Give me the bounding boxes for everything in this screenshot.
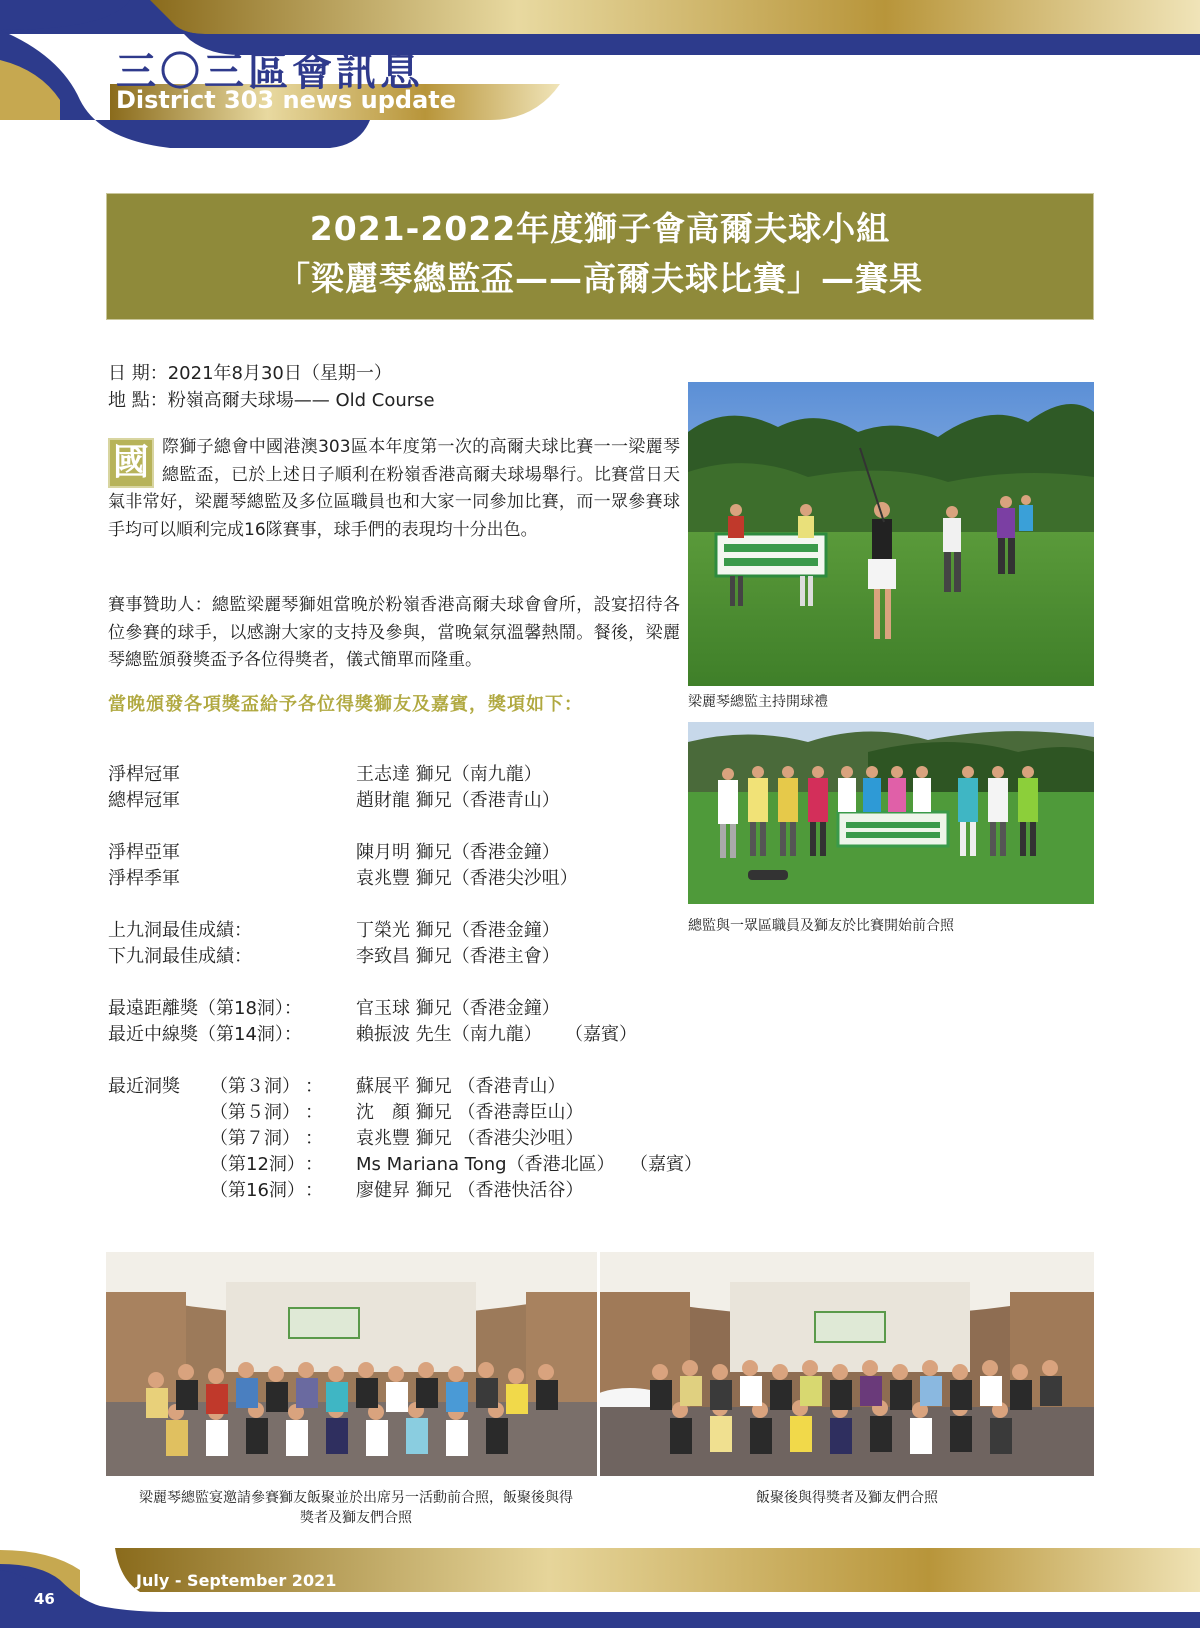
- article-title-banner: [106, 193, 1094, 320]
- photo-tee-off-ceremony: [688, 382, 1094, 686]
- hole-number: （第７洞）: [210, 1128, 300, 1149]
- award-label: 總桿冠軍: [108, 790, 180, 811]
- photo-caption: 梁麗琴總監主持開球禮: [688, 694, 828, 710]
- section-title-chinese: 三〇三區會訊息: [116, 49, 424, 95]
- article-title-line-1: 2021-2022年度獅子會高爾夫球小組: [309, 209, 891, 248]
- page-number: 46: [34, 1590, 55, 1608]
- hole-number: （第16洞）: [210, 1180, 305, 1201]
- award-label: 最近中線獎（第14洞）：: [108, 1024, 302, 1045]
- photo-group-on-course: [688, 722, 1094, 904]
- award-winner: 袁兆豐 獅兄（香港尖沙咀）: [356, 868, 578, 889]
- hole-number: （第３洞）: [210, 1076, 300, 1097]
- awards-heading: 當晚頒發各項獎盃給予各位得獎獅友及嘉賓，獎項如下：: [108, 694, 583, 715]
- photo-banquet-group-2: [600, 1252, 1094, 1476]
- intro-paragraph: [108, 434, 680, 544]
- guest-tag: （嘉賓）: [630, 1154, 702, 1175]
- colon: ：: [305, 1102, 323, 1123]
- award-label: 淨桿亞軍: [108, 842, 180, 863]
- colon: ：: [305, 1076, 323, 1097]
- award-winner: 蘇展平 獅兄 （香港青山）: [356, 1076, 566, 1097]
- award-winner: 沈 顏 獅兄 （香港壽臣山）: [356, 1102, 584, 1123]
- award-winner: 李致昌 獅兄（香港主會）: [356, 946, 560, 967]
- event-venue: 地 點：粉嶺高爾夫球場—— Old Course: [108, 390, 435, 411]
- award-label: 淨桿冠軍: [108, 764, 180, 785]
- guest-tag: （嘉賓）: [565, 1024, 637, 1045]
- issue-date: July - September 2021: [136, 1571, 337, 1590]
- photo-caption: 總監與一眾區職員及獅友於比賽開始前合照: [688, 918, 954, 934]
- award-label: 下九洞最佳成績：: [108, 946, 252, 967]
- award-winner: 陳月明 獅兄（香港金鐘）: [356, 842, 560, 863]
- section-title-english: District 303 news update: [116, 86, 457, 114]
- event-date: 日 期：2021年8月30日（星期一）: [108, 363, 392, 384]
- award-winner: 官玉球 獅兄（香港金鐘）: [356, 998, 560, 1019]
- colon: ：: [305, 1128, 323, 1149]
- sponsor-paragraph: 賽事贊助人：總監梁麗琴獅姐當晚於粉嶺香港高爾夫球會會所，設宴招待各位參賽的球手，以感謝大家的支持及參與，當晚氣氛溫馨熱鬧。餐後，梁麗琴總監頒發獎盃予各位得獎者，儀式簡單而隆重。: [108, 595, 680, 670]
- drop-cap: 國: [108, 438, 154, 488]
- colon: ：: [305, 1154, 323, 1175]
- award-winner: 趙財龍 獅兄（香港青山）: [356, 790, 560, 811]
- award-winner: 袁兆豐 獅兄 （香港尖沙咀）: [356, 1128, 584, 1149]
- event-info: [108, 360, 435, 414]
- colon: ：: [305, 1180, 323, 1201]
- award-winner: 丁榮光 獅兄（香港金鐘）: [356, 920, 560, 941]
- award-label: 最近洞獎: [108, 1076, 180, 1097]
- award-label: 淨桿季軍: [108, 868, 180, 889]
- award-label: 最遠距離獎（第18洞）：: [108, 998, 302, 1019]
- photo-banquet-group-1: [106, 1252, 597, 1476]
- photo-caption: 梁麗琴總監宴邀請參賽獅友飯聚並於出席另一活動前合照，飯聚後與得獎者及獅友們合照: [139, 1490, 573, 1526]
- award-label: 上九洞最佳成績：: [108, 920, 252, 941]
- photo-caption: 飯聚後與得獎者及獅友們合照: [756, 1490, 938, 1506]
- intro-text: 際獅子總會中國港澳303區本年度第一次的高爾夫球比賽一一梁麗琴總監盃，已於上述日子順利在粉嶺香港高爾夫球場舉行。比賽當日天氣非常好，梁麗琴總監及多位區職員也和大家一同參加比賽，而一眾參賽球手均可以順利完成16隊賽事，球手們的表現均十分出色。: [108, 437, 680, 540]
- hole-number: （第12洞）: [210, 1154, 305, 1175]
- award-winner: Ms Mariana Tong（香港北區）: [356, 1154, 615, 1175]
- award-winner: 廖健昇 獅兄 （香港快活谷）: [356, 1180, 584, 1201]
- article-title-line-2: 「梁麗琴總監盃——高爾夫球比賽」—賽果: [277, 259, 923, 298]
- award-winner: 賴振波 先生（南九龍）: [356, 1024, 542, 1045]
- award-winner: 王志達 獅兄（南九龍）: [356, 764, 542, 785]
- hole-number: （第５洞）: [210, 1102, 300, 1123]
